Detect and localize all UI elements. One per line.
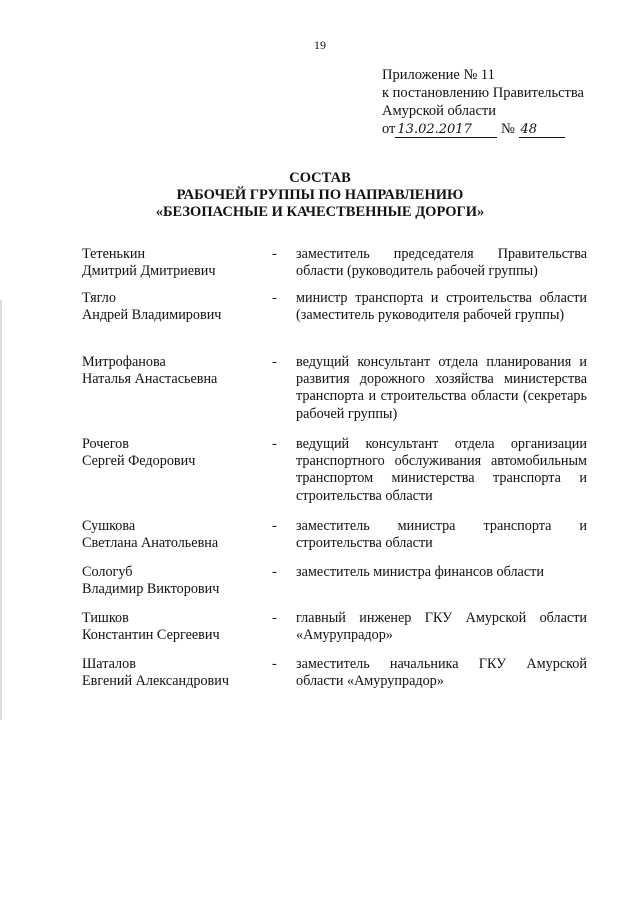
member-given-name: Наталья Анастасьевна [82, 371, 218, 388]
member-name [82, 518, 272, 552]
member-dash: - [272, 354, 277, 370]
member-role: заместитель министра финансов области [296, 564, 544, 580]
member-row [82, 518, 587, 552]
member-role: ведущий консультант отдела планирования и развития дорожного хозяйства министерства транспорта и строительства области (секретарь рабочей группы) [296, 354, 587, 422]
document-title [0, 170, 640, 221]
handwritten-date: 13.02.2017 [395, 123, 497, 138]
member-row [82, 290, 587, 324]
member-role: заместитель начальника ГКУ Амурской области «Амурупрадор» [296, 656, 587, 690]
appendix-line-3: Амурской области [382, 103, 496, 119]
member-row [82, 610, 587, 644]
member-dash: - [272, 518, 277, 534]
member-row [82, 246, 587, 280]
member-surname: Митрофанова [82, 354, 166, 370]
appendix-date-line [382, 120, 584, 138]
member-name [82, 436, 272, 470]
appendix-line-1: Приложение № 11 [382, 67, 495, 83]
number-prefix: № [501, 121, 515, 137]
member-name [82, 246, 272, 280]
member-dash: - [272, 610, 277, 626]
member-given-name: Константин Сергеевич [82, 627, 220, 644]
member-row [82, 354, 587, 423]
title-line-1: СОСТАВ [289, 170, 351, 186]
member-surname: Тягло [82, 290, 116, 306]
member-name [82, 656, 272, 690]
scan-edge [0, 300, 2, 720]
title-line-2: РАБОЧЕЙ ГРУППЫ ПО НАПРАВЛЕНИЮ [176, 187, 464, 203]
member-given-name: Владимир Викторович [82, 581, 220, 598]
member-given-name: Сергей Федорович [82, 453, 196, 470]
member-dash: - [272, 246, 277, 262]
member-given-name: Дмитрий Дмитриевич [82, 263, 216, 280]
member-given-name: Евгений Александрович [82, 673, 229, 690]
title-line-3: «БЕЗОПАСНЫЕ И КАЧЕСТВЕННЫЕ ДОРОГИ» [155, 204, 485, 220]
date-prefix: от [382, 121, 396, 137]
member-role: ведущий консультант отдела организации транспортного обслуживания автомобильным транспортом министерства транспорта и строительства области [296, 436, 587, 504]
member-surname: Рочегов [82, 436, 129, 452]
member-role: министр транспорта и строительства области (заместитель руководителя рабочей группы) [296, 290, 587, 324]
page-number: 19 [314, 38, 326, 52]
member-surname: Тишков [82, 610, 129, 626]
appendix-line-2: к постановлению Правительства [382, 85, 584, 101]
handwritten-number: 48 [519, 123, 565, 138]
member-dash: - [272, 656, 277, 672]
member-surname: Сологуб [82, 564, 133, 580]
member-row [82, 436, 587, 505]
member-name [82, 290, 272, 324]
member-name [82, 564, 272, 598]
member-name [82, 354, 272, 388]
member-surname: Тетенькин [82, 246, 146, 262]
member-role: заместитель председателя Правительства области (руководитель рабочей группы) [296, 246, 587, 280]
member-role: заместитель министра транспорта и строительства области [296, 518, 587, 552]
member-given-name: Андрей Владимирович [82, 307, 222, 324]
member-dash: - [272, 564, 277, 580]
member-row [82, 656, 587, 690]
member-given-name: Светлана Анатольевна [82, 535, 219, 552]
member-surname: Сушкова [82, 518, 136, 534]
member-dash: - [272, 290, 277, 306]
member-name [82, 610, 272, 644]
member-role: главный инженер ГКУ Амурской области «Амурупрадор» [296, 610, 587, 644]
member-row [82, 564, 587, 598]
member-surname: Шаталов [82, 656, 136, 672]
member-dash: - [272, 436, 277, 452]
appendix-block [382, 66, 584, 138]
